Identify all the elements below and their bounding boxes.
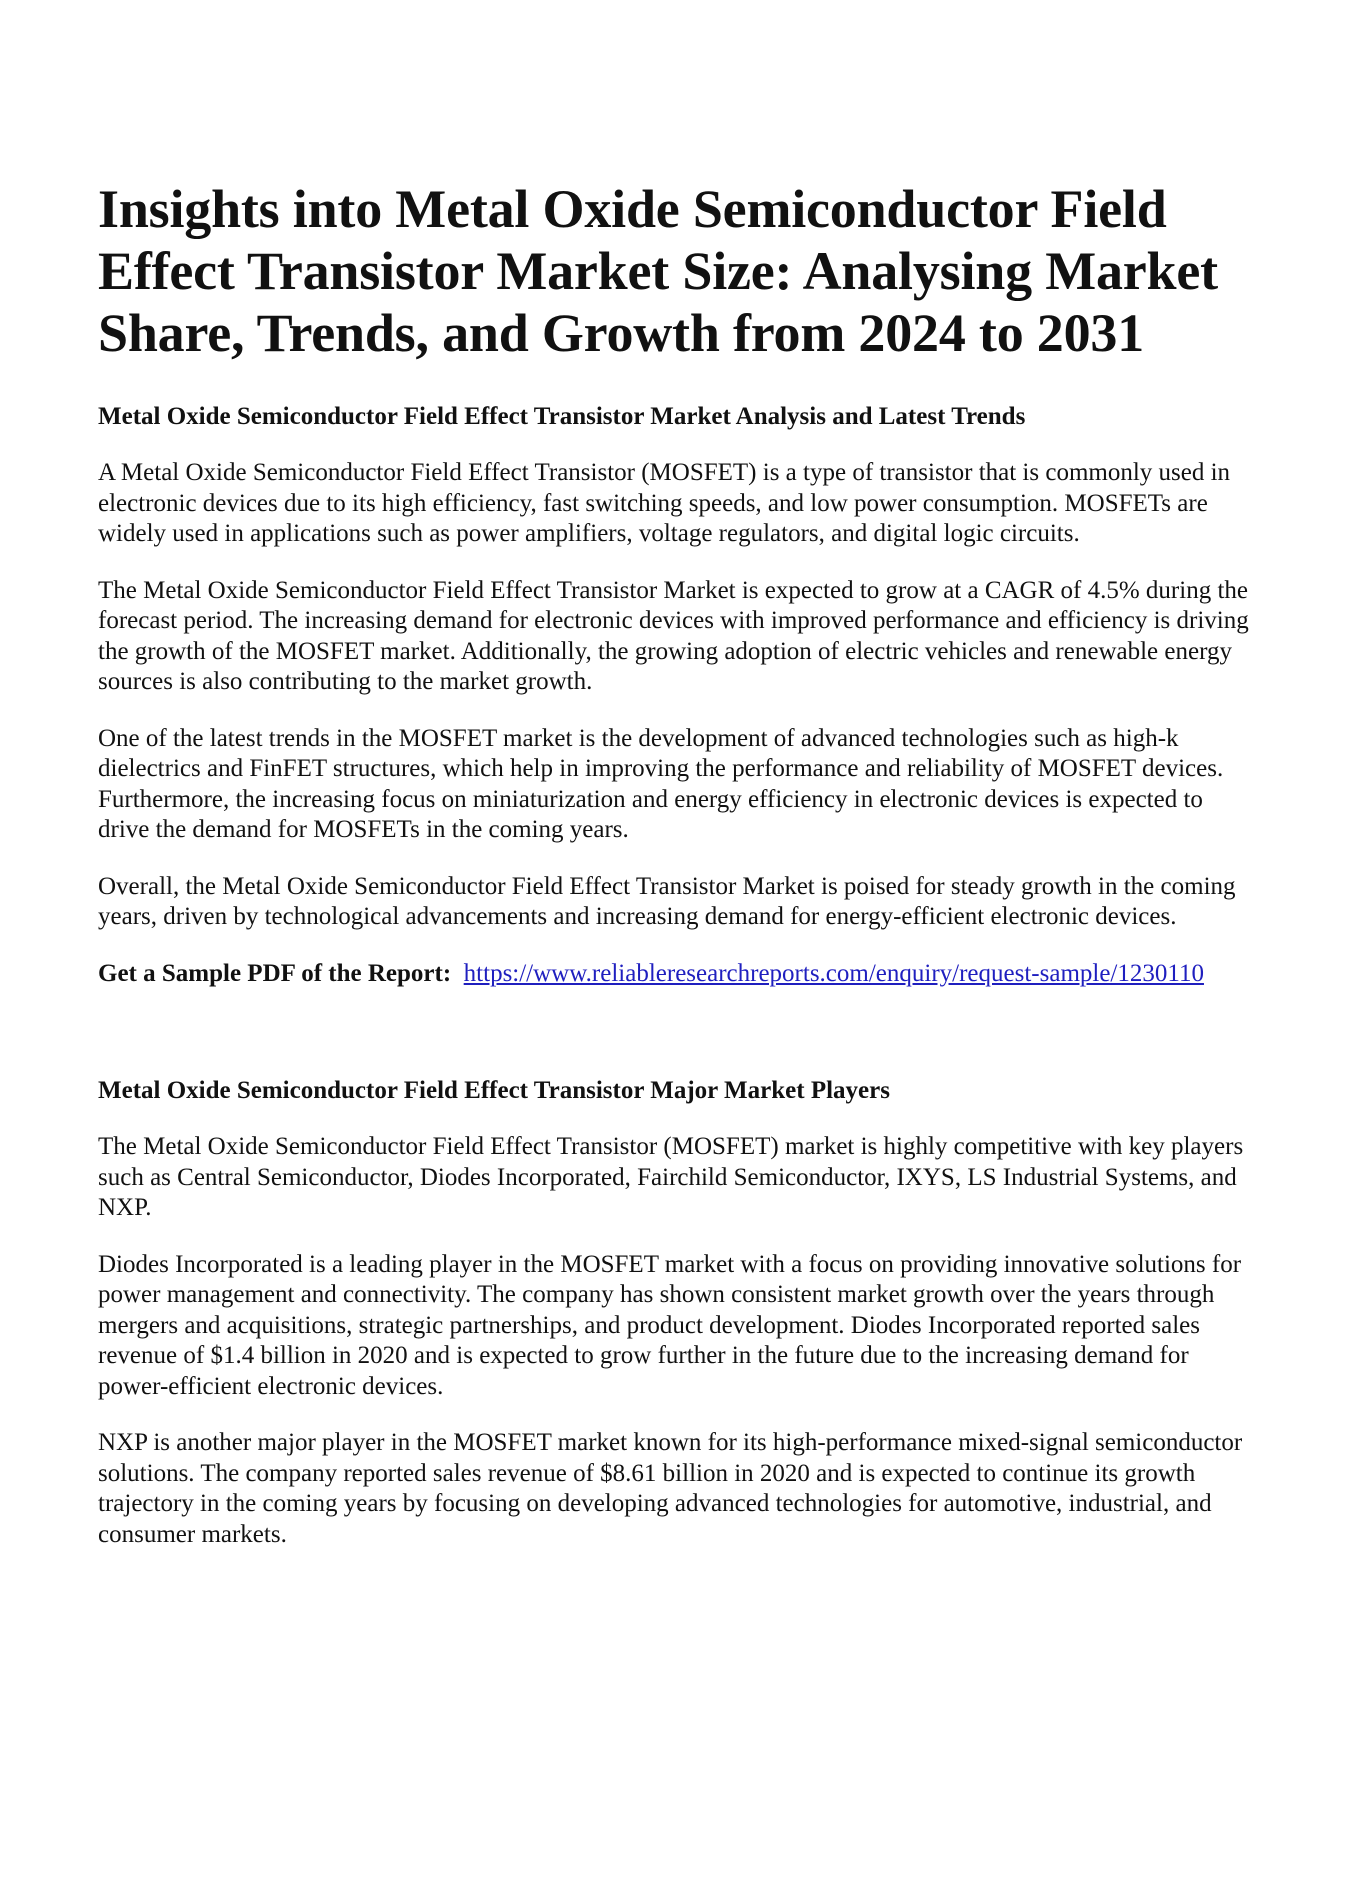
paragraph-diodes-incorporated: Diodes Incorporated is a leading player in the MOSFET market with a focus on providing innovative solutions for power management and connectivity. The company has shown consistent market growth over the years through mergers and acquisitions, strategic partnerships, and product development. Diodes Incorporated reported sales revenue of $1.4 billion in 2020 and is expected to grow further in the future due to the increasing demand for power-efficient electronic devices. — [98, 1250, 1242, 1400]
sample-pdf-link[interactable]: https://www.reliableresearchreports.com/enquiry/request-sample/1230110 — [463, 959, 1204, 987]
section-heading-major-players: Metal Oxide Semiconductor Field Effect Transistor Major Market Players — [98, 1077, 890, 1104]
section-heading-market-analysis: Metal Oxide Semiconductor Field Effect Transistor Market Analysis and Latest Trends — [98, 403, 1026, 430]
sample-pdf-line — [98, 959, 1258, 990]
paragraph-nxp: NXP is another major player in the MOSFET market known for its high-performance mixed-signal semiconductor solutions. The company reported sales revenue of $8.61 billion in 2020 and is expected to continue its growth trajectory in the coming years by focusing on developing advanced technologies for automotive, industrial, and consumer markets. — [98, 1429, 1243, 1548]
sample-pdf-label: Get a Sample PDF of the Report: — [98, 959, 452, 987]
page-title: Insights into Metal Oxide Semiconductor Field Effect Transistor Market Size: Analysing Market Share, Trends, and Growth from 2024 to 2031 — [98, 179, 1218, 363]
paragraph-overall-outlook: Overall, the Metal Oxide Semiconductor Field Effect Transistor Market is poised for steady growth in the coming years, driven by technological advancements and increasing demand for energy-efficient electronic devices. — [98, 872, 1236, 930]
document-page — [98, 178, 1258, 1550]
paragraph-market-growth: The Metal Oxide Semiconductor Field Effect Transistor Market is expected to grow at a CAGR of 4.5% during the forecast period. The increasing demand for electronic devices with improved performance and efficiency is driving the growth of the MOSFET market. Additionally, the growing adoption of electric vehicles and renewable energy sources is also contributing to the market growth. — [98, 576, 1249, 695]
paragraph-key-players: The Metal Oxide Semiconductor Field Effect Transistor (MOSFET) market is highly competitive with key players such as Central Semiconductor, Diodes Incorporated, Fairchild Semiconductor, IXYS, LS Industrial Systems, and NXP. — [98, 1133, 1244, 1221]
paragraph-mosfet-definition: A Metal Oxide Semiconductor Field Effect Transistor (MOSFET) is a type of transistor that is commonly used in electronic devices due to its high efficiency, fast switching speeds, and low power consumption. MOSFETs are widely used in applications such as power amplifiers, voltage regulators, and digital logic circuits. — [98, 459, 1231, 547]
paragraph-latest-trends: One of the latest trends in the MOSFET market is the development of advanced technologies such as high-k dielectrics and FinFET structures, which help in improving the performance and reliability of MOSFET devices. Furthermore, the increasing focus on miniaturization and energy efficiency in electronic devices is expected to drive the demand for MOSFETs in the coming years. — [98, 724, 1224, 843]
